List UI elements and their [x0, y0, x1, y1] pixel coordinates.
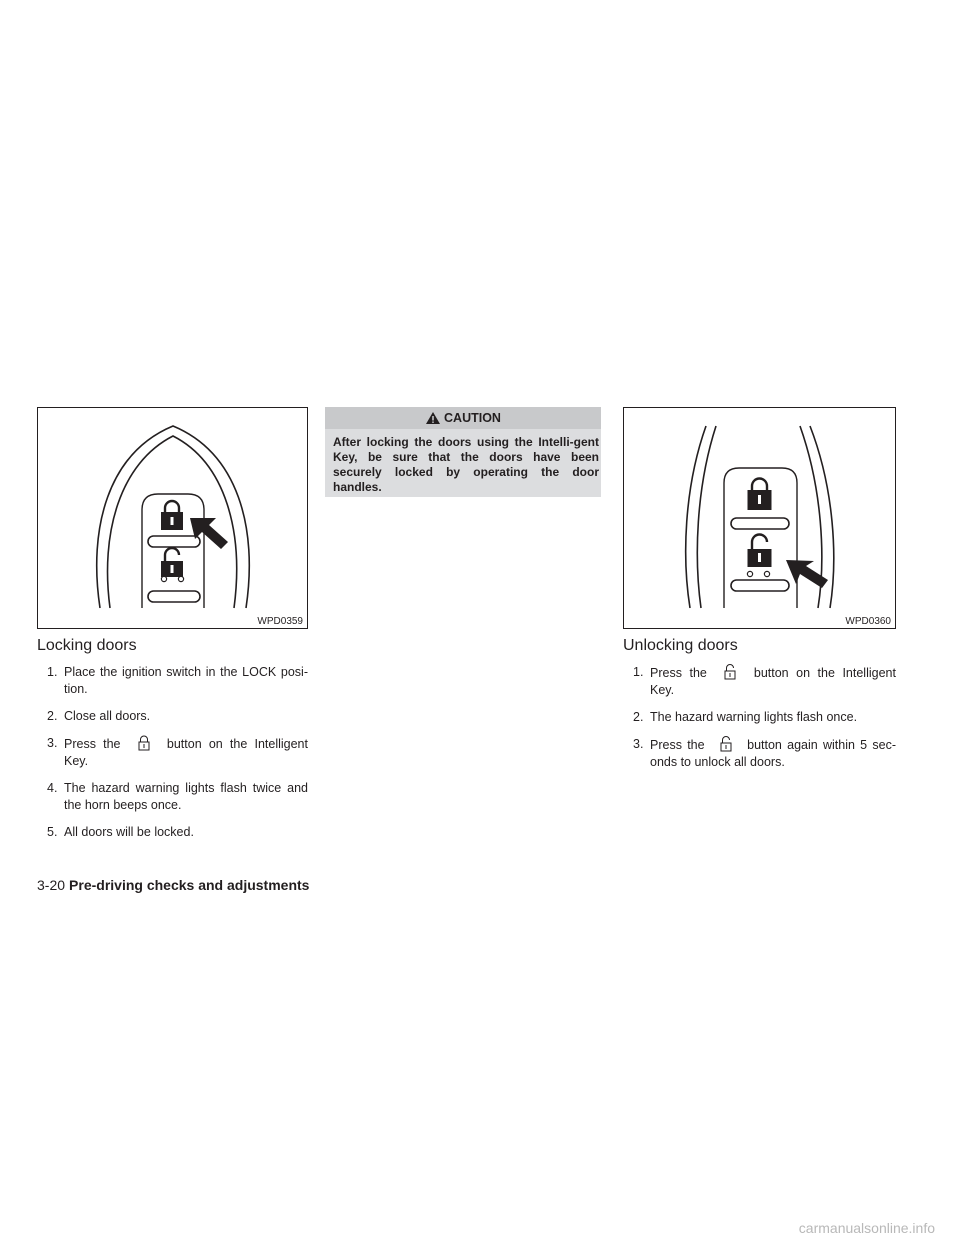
unlock-icon: [161, 548, 183, 577]
lock-icon: [748, 479, 772, 511]
page-footer: [37, 877, 309, 893]
unlock-button-icon: [710, 736, 742, 752]
figure-locking-key-fob: [37, 407, 308, 629]
arrow-icon: [190, 518, 228, 549]
list-item: 3. Press the button on the Intelligent Key.: [47, 736, 308, 768]
watermark-text: carmanualsonline.info: [798, 1220, 935, 1236]
list-item: 5. All doors will be locked.: [47, 825, 194, 839]
page-number: 3-20: [37, 877, 66, 893]
key-fob-illustration: [624, 408, 897, 630]
lock-button-icon: [128, 735, 160, 751]
list-item: 4. The hazard warning lights flash twice and the horn beeps once.: [47, 781, 308, 812]
key-fob-illustration: [38, 408, 309, 630]
warning-icon: [425, 411, 441, 425]
lock-icon: [161, 501, 183, 530]
figure-code: WPD0360: [845, 616, 891, 627]
list-item: 1. Place the ignition switch in the LOCK posi-tion.: [47, 665, 308, 696]
heading-locking-doors: Locking doors: [37, 637, 137, 654]
locking-steps-list: [37, 664, 308, 851]
unlock-icon: [748, 535, 772, 568]
caution-header: [325, 407, 601, 429]
caution-box: [325, 407, 601, 497]
figure-unlocking-key-fob: [623, 407, 896, 629]
figure-code: WPD0359: [257, 616, 303, 627]
heading-unlocking-doors: Unlocking doors: [623, 637, 738, 654]
section-title: Pre-driving checks and adjustments: [69, 877, 310, 893]
list-item: 2. Close all doors.: [47, 709, 151, 723]
unlock-button-icon: [714, 664, 746, 680]
unlocking-steps-list: [623, 664, 896, 781]
caution-text: After locking the doors using the Intelli-gent Key, be sure that the doors have been securely locked by operating the door handles.: [333, 435, 599, 494]
list-item: 3. Press the button again within 5 sec-onds to unlock all doors.: [633, 737, 896, 769]
list-item: 1. Press the button on the Intelligent Key.: [633, 665, 896, 697]
list-item: 2. The hazard warning lights flash once.: [633, 710, 858, 724]
caution-title: CAUTION: [444, 411, 501, 425]
